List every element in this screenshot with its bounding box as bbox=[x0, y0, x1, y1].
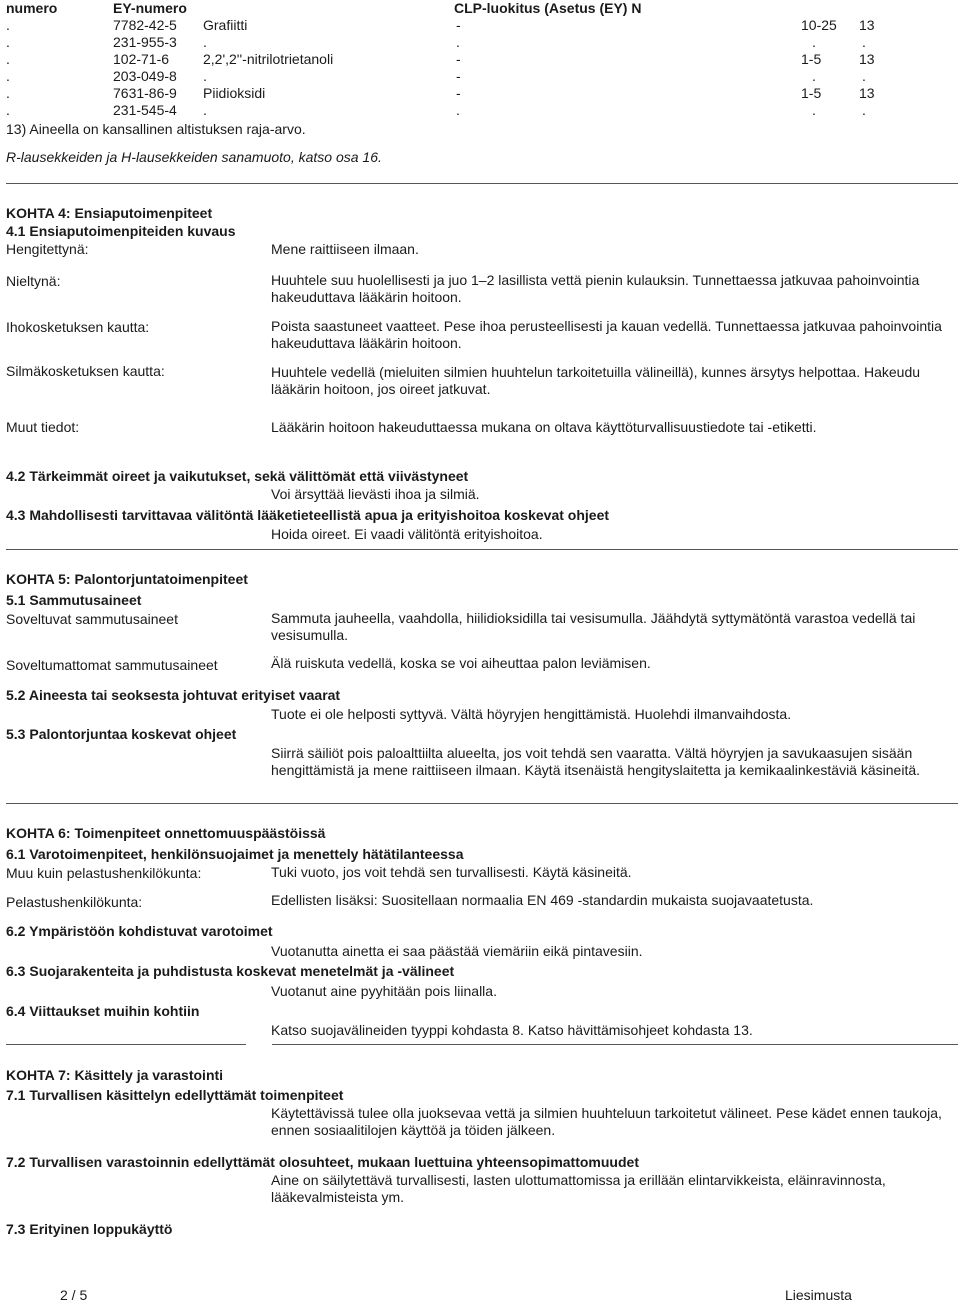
table-cell: . bbox=[456, 34, 460, 50]
table-header-numero: numero bbox=[6, 0, 58, 16]
table-cell: . bbox=[456, 102, 460, 118]
table-header-clp: CLP-luokitus (Asetus (EY) N bbox=[454, 0, 642, 16]
table-cell: 1-5 bbox=[801, 85, 822, 101]
table-cell: . bbox=[6, 51, 10, 67]
table-cell: . bbox=[862, 34, 866, 50]
table-cell: - bbox=[456, 85, 461, 101]
table-cell: 13 bbox=[859, 85, 875, 101]
section-4-2-text: Voi ärsyttää lievästi ihoa ja silmiä. bbox=[271, 486, 480, 502]
table-cell: . bbox=[6, 17, 10, 33]
label-ingestion: Nieltynä: bbox=[6, 273, 61, 289]
section-4-title: KOHTA 4: Ensiaputoimenpiteet bbox=[6, 205, 213, 221]
table-cell: . bbox=[862, 102, 866, 118]
table-cell: 13 bbox=[859, 17, 875, 33]
label-skin-contact: Ihokosketuksen kautta: bbox=[6, 319, 150, 335]
section-7-2-text: Aine on säilytettävä turvallisesti, lasten ulottumattomissa ja erillään elintarvikkeista, eläinravinnosta, lääkevalmisteista ym. bbox=[271, 1172, 886, 1205]
section-6-2-heading: 6.2 Ympäristöön kohdistuvat varotoimet bbox=[6, 923, 273, 939]
label-emergency-responders: Pelastushenkilökunta: bbox=[6, 894, 143, 910]
table-cell: . bbox=[6, 102, 10, 118]
table-cell: . bbox=[6, 85, 10, 101]
text-skin-contact: Poista saastuneet vaatteet. Pese ihoa perusteellisesti ja kauan vedellä. Tunnettaessa jatkuvaa pahoinvointia hakeuduttava lääkärin hoitoon. bbox=[271, 318, 942, 351]
divider bbox=[6, 1044, 246, 1045]
table-cell: 13 bbox=[859, 51, 875, 67]
label-eye-contact: Silmäkosketuksen kautta: bbox=[6, 363, 165, 379]
section-7-1-text: Käytettävissä tulee olla juoksevaa vettä ja silmien huuhteluun tarkoitetut välineet. Pese kädet ennen taukoja, ennen sosiaalitilojen käyttöä ja töiden jälkeen. bbox=[271, 1105, 942, 1138]
text-unsuitable-media: Älä ruiskuta vedellä, koska se voi aiheuttaa palon leviämisen. bbox=[271, 655, 651, 671]
table-cell: . bbox=[812, 102, 816, 118]
table-cell: - bbox=[456, 68, 461, 84]
section-4-3-heading: 4.3 Mahdollisesti tarvittavaa välitöntä lääketieteellistä apua ja erityishoitoa koskevat ohjeet bbox=[6, 507, 610, 523]
phrases-note: R-lausekkeiden ja H-lausekkeiden sanamuoto, katso osa 16. bbox=[6, 149, 382, 165]
section-6-2-text: Vuotanutta ainetta ei saa päästää viemäriin eikä pintavesiin. bbox=[271, 943, 643, 959]
text-emergency-responders: Edellisten lisäksi: Suositellaan normaalia EN 469 -standardin mukaista suojavaatetusta. bbox=[271, 892, 814, 908]
section-6-3-heading: 6.3 Suojarakenteita ja puhdistusta koskevat menetelmät ja -välineet bbox=[6, 963, 455, 979]
section-5-1-heading: 5.1 Sammutusaineet bbox=[6, 592, 142, 608]
table-cell: - bbox=[456, 51, 461, 67]
section-7-2-heading: 7.2 Turvallisen varastoinnin edellyttämät olosuhteet, mukaan luettuina yhteensopimattomuudet bbox=[6, 1154, 639, 1170]
text-other-info: Lääkärin hoitoon hakeuduttaessa mukana on oltava käyttöturvallisuustiedote tai -etiketti. bbox=[271, 419, 817, 435]
section-7-3-heading: 7.3 Erityinen loppukäyttö bbox=[6, 1221, 173, 1237]
table-cell: . bbox=[812, 68, 816, 84]
table-cell: . bbox=[203, 68, 207, 84]
table-footnote: 13) Aineella on kansallinen altistuksen raja-arvo. bbox=[6, 121, 306, 137]
section-5-2-heading: 5.2 Aineesta tai seoksesta johtuvat erityiset vaarat bbox=[6, 687, 341, 703]
text-eye-contact: Huuhtele vedellä (mieluiten silmien huuhtelun tarkoitetuilla välineillä), kunnes ärsytys helpottaa. Hakeudu lääkärin hoitoon, jos oireet jatkuvat. bbox=[271, 364, 921, 397]
table-cell: 2,2',2''-nitrilotrietanoli bbox=[203, 51, 334, 67]
label-unsuitable-media: Soveltumattomat sammutusaineet bbox=[6, 657, 218, 673]
text-ingestion: Huuhtele suu huolellisesti ja juo 1–2 lasillista vettä pienin kulauksin. Tunnettaessa jatkuvaa pahoinvointia hakeuduttava lääkärin hoitoon. bbox=[271, 272, 920, 305]
section-4-3-text: Hoida oireet. Ei vaadi välitöntä erityishoitoa. bbox=[271, 526, 543, 542]
table-cell: 7782-42-5 bbox=[113, 17, 177, 33]
section-5-title: KOHTA 5: Palontorjuntatoimenpiteet bbox=[6, 571, 248, 587]
section-6-4-text: Katso suojavälineiden tyyppi kohdasta 8. Katso hävittämisohjeet kohdasta 13. bbox=[271, 1022, 753, 1038]
table-cell: - bbox=[456, 17, 461, 33]
label-other-info: Muut tiedot: bbox=[6, 419, 80, 435]
text-non-emergency-personnel: Tuki vuoto, jos voit tehdä sen turvallisesti. Käytä käsineitä. bbox=[271, 864, 632, 880]
page-number: 2 / 5 bbox=[60, 1287, 88, 1303]
divider bbox=[6, 549, 958, 550]
table-cell: Grafiitti bbox=[203, 17, 248, 33]
table-cell: Piidioksidi bbox=[203, 85, 266, 101]
section-4-2-heading: 4.2 Tärkeimmät oireet ja vaikutukset, sekä välittömät että viivästyneet bbox=[6, 468, 469, 484]
section-6-title: KOHTA 6: Toimenpiteet onnettomuuspäästöissä bbox=[6, 825, 326, 841]
table-cell: 203-049-8 bbox=[113, 68, 177, 84]
text-inhalation: Mene raittiiseen ilmaan. bbox=[271, 241, 419, 257]
section-6-3-text: Vuotanut aine pyyhitään pois liinalla. bbox=[271, 983, 497, 999]
table-cell: 231-955-3 bbox=[113, 34, 177, 50]
section-4-1-heading: 4.1 Ensiaputoimenpiteiden kuvaus bbox=[6, 223, 236, 239]
divider bbox=[272, 1044, 958, 1045]
table-header-ey-numero: EY-numero bbox=[113, 0, 187, 16]
divider bbox=[6, 183, 958, 184]
table-cell: 7631-86-9 bbox=[113, 85, 177, 101]
section-7-title: KOHTA 7: Käsittely ja varastointi bbox=[6, 1067, 224, 1083]
label-inhalation: Hengitettynä: bbox=[6, 241, 89, 257]
section-5-2-text: Tuote ei ole helposti syttyvä. Vältä höyryjen hengittämistä. Huolehdi ilmanvaihdosta. bbox=[271, 706, 792, 722]
table-cell: . bbox=[6, 68, 10, 84]
table-cell: . bbox=[812, 34, 816, 50]
label-non-emergency-personnel: Muu kuin pelastushenkilökunta: bbox=[6, 865, 202, 881]
table-cell: 102-71-6 bbox=[113, 51, 170, 67]
table-cell: . bbox=[203, 102, 207, 118]
label-suitable-media: Soveltuvat sammutusaineet bbox=[6, 611, 178, 627]
divider bbox=[6, 803, 958, 804]
table-cell: . bbox=[203, 34, 207, 50]
table-cell: 10-25 bbox=[801, 17, 837, 33]
section-6-4-heading: 6.4 Viittaukset muihin kohtiin bbox=[6, 1003, 200, 1019]
section-7-1-heading: 7.1 Turvallisen käsittelyn edellyttämät toimenpiteet bbox=[6, 1087, 344, 1103]
table-cell: . bbox=[862, 68, 866, 84]
section-6-1-heading: 6.1 Varotoimenpiteet, henkilönsuojaimet ja menettely hätätilanteessa bbox=[6, 846, 464, 862]
table-cell: . bbox=[6, 34, 10, 50]
table-cell: 1-5 bbox=[801, 51, 822, 67]
text-suitable-media: Sammuta jauheella, vaahdolla, hiilidioksidilla tai vesisumulla. Jäähdytä syttymätöntä varastoa vedellä tai vesisumulla. bbox=[271, 610, 916, 643]
section-5-3-text: Siirrä säiliöt pois paloalttiilta alueelta, jos voit tehdä sen vaaratta. Vältä höyryjen ja savukaasujen sisään hengittämistä ja mene raittiiseen ilmaan. Käytä itsenäistä hengityslaitetta ja kemikaalinkestäviä käsineitä. bbox=[271, 745, 921, 778]
table-cell: 231-545-4 bbox=[113, 102, 177, 118]
section-5-3-heading: 5.3 Palontorjuntaa koskevat ohjeet bbox=[6, 726, 237, 742]
product-name: Liesimusta bbox=[785, 1287, 852, 1303]
